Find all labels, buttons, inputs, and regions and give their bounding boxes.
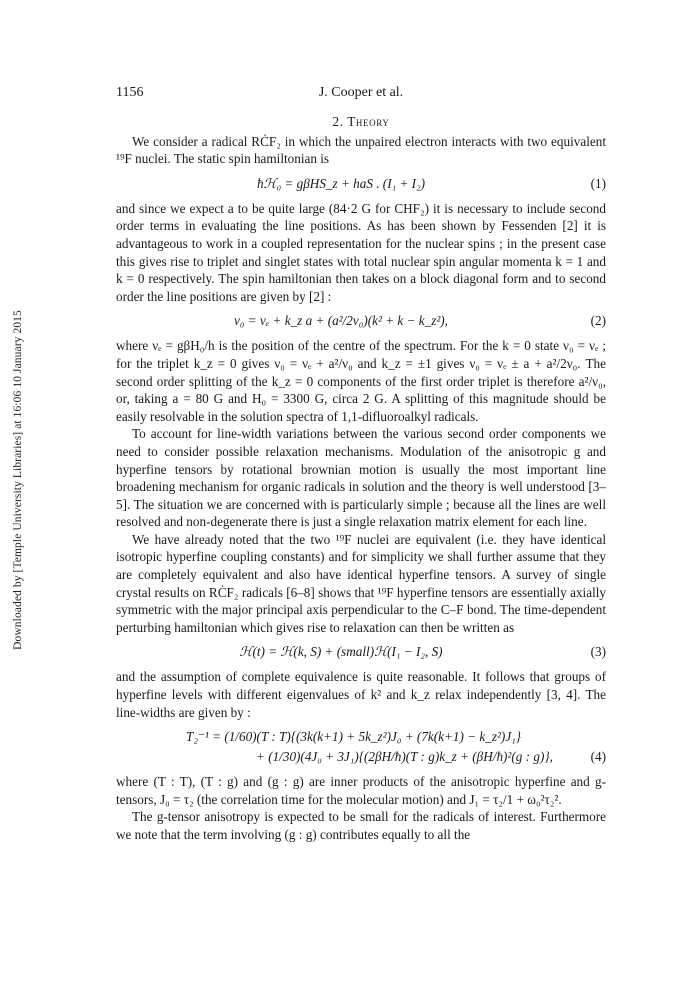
equation-2 [116, 311, 606, 331]
paragraph-5: We have already noted that the two ¹⁹F nuclei are equivalent (i.e. they have identical isotropic hyperfine coupling constants) and for simplicity we shall further assume that they are completely equivalent and also have identical hyperfine tensors. A survey of single crystal results on RĊF₂ radicals [6–8] shows that ¹⁹F hyperfine tensors are essentially axially symmetric with the major principal axis perpendicular to the C–F bond. The time-dependent perturbing hamiltonian which gives rise to relaxation can then be written as [116, 531, 606, 635]
paragraph-6: and the assumption of complete equivalence is quite reasonable. It follows that groups of hyperfine levels with different eigenvalues of k² and k_z relax independently [3, 4]. The line-widths are given by : [116, 669, 606, 720]
equation-2-number: (2) [590, 313, 606, 329]
main-text-column [116, 113, 606, 844]
download-watermark-text: Downloaded by [Temple University Libraries] at 16:06 10 January 2015 [12, 310, 25, 650]
equation-4-line-1: T₂⁻¹ = (1/60)(T : T){(3k(k+1) + 5k_z²)J₀ + (7k(k+1) − k_z²)J₁} [186, 729, 522, 745]
equation-4-number: (4) [590, 749, 606, 765]
equation-4-line-2: + (1/30)(4J₀ + 3J₁){(2βH/ħ)(T : g)k_z + (βH/ħ)²(g : g)}, [256, 749, 553, 765]
paragraph-2: and since we expect a to be quite large (84·2 G for CHF₂) it is necessary to include second order terms in evaluating the line positions. As has been shown by Fessenden [2] it is advantageous to work in a coupled representation for the nuclear spins ; in the present case this gives rise to triplet and singlet states with total nuclear spin angular momenta k = 1 and k = 0 respectively. The spin hamiltonian then takes on a block diagonal form and to second order the line positions are given by [2] : [116, 200, 606, 304]
paragraph-1: We consider a radical RĊF₂ in which the unpaired electron interacts with two equivalent ¹⁹F nuclei. The static spin hamiltonian is [116, 133, 606, 167]
running-authors: J. Cooper et al. [318, 85, 404, 100]
equation-4 [116, 727, 606, 767]
paragraph-4: To account for line-width variations between the various second order components we need to consider possible relaxation mechanisms. Modulation of the anisotropic g and hyperfine tensors by rotational brownian motion is usually the most important line broadening mechanism for organic radicals in solution and the theory is well understood [3–5]. The situation we are concerned with is particularly simple ; because all the lines are well resolved and non-degenerate there is just a single relaxation matrix element for each line. [116, 426, 606, 530]
paragraph-8: The g-tensor anisotropy is expected to be small for the radicals of interest. Furthermore we note that the term involving (g : g) contributes equally to all the [116, 809, 606, 842]
equation-3 [116, 642, 606, 662]
equation-3-expression: ℋ(t) = ℋ(k, S) + (small)ℋ(I₁ − I₂, S) [239, 644, 443, 660]
equation-1 [116, 174, 606, 194]
page-number: 1156 [116, 85, 144, 100]
equation-2-expression: ν₀ = νₑ + k_z a + (a²/2ν₀)(k² + k − k_z²), [234, 313, 448, 329]
section-heading: 2. Theory [332, 114, 390, 129]
paragraph-7: where (T : T), (T : g) and (g : g) are inner products of the anisotropic hyperfine and g-tensors, J₀ = τ₂ (the correlation time for the molecular motion) and J₁ = τ₂/1 + ω₀²τ₂². [116, 774, 606, 807]
paragraph-3: where νₑ = gβH₀/h is the position of the centre of the spectrum. For the k = 0 state ν₀ = νₑ ; for the triplet k_z = 0 gives ν₀ = νₑ + a²/ν₀ and k_z = ±1 gives ν₀ = νₑ ± a + a²/2ν₀. The second order splitting of the k_z = 0 components of the first order triplet is therefore a²/ν₀, or, taking a = 80 G and H₀ = 3300 G, circa 2 G. A splitting of this magnitude should be easily resolvable in the solution spectra of 1,1-difluoroalkyl radicals. [116, 338, 606, 424]
equation-1-number: (1) [590, 175, 606, 191]
running-header [116, 85, 606, 103]
equation-1-expression: ħℋ₀ = gβHS_z + haS . (I₁ + I₂) [256, 175, 426, 191]
download-watermark [8, 300, 28, 660]
equation-3-number: (3) [590, 644, 606, 660]
